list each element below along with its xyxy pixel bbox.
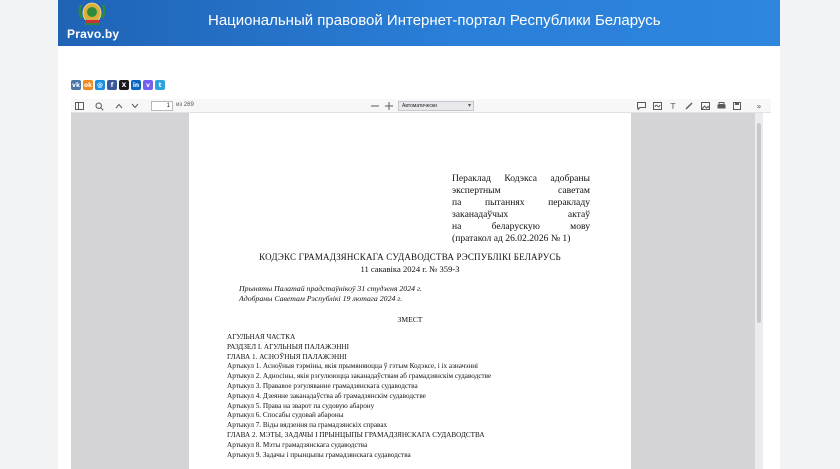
toc-item: Артыкул 1. Асноўныя тэрміны, якія прымяняюцца ў гэтым Кодэксе, і іх азначэнні xyxy=(227,362,479,371)
linkedin-icon[interactable]: in xyxy=(132,81,140,89)
zoom-select[interactable] xyxy=(398,101,474,111)
toc-item: Артыкул 2. Адносіны, якія рэгулююцца заканадаўствам аб грамадзянскім судаводстве xyxy=(227,372,492,381)
tools-menu-icon[interactable]: » xyxy=(756,101,762,111)
adopted-line-2: Адобраны Саветам Рэспублікі 19 лютага 2024 г. xyxy=(239,294,403,303)
note-line: (пратакол ад 26.02.2026 № 1) xyxy=(452,233,571,244)
x-icon[interactable]: X xyxy=(119,80,129,90)
page-number-input[interactable]: 1 xyxy=(151,101,173,111)
previous-page-icon[interactable] xyxy=(113,100,125,112)
code-title: КОДЭКС ГРАМАДЗЯНСКАГА СУДАВОДСТВА РЭСПУБЛІКІ БЕЛАРУСЬ xyxy=(259,252,561,262)
zoom-value: Автоматически xyxy=(402,103,437,109)
share-bar xyxy=(71,80,165,91)
draw-icon[interactable] xyxy=(683,100,695,112)
toc-item: Артыкул 3. Прававое рэгуляванне грамадзянскага судаводства xyxy=(227,381,418,390)
text-tool-icon[interactable]: T xyxy=(670,101,676,111)
toc-item: Артыкул 7. Віды вядзення па грамадзянскіх справах xyxy=(227,421,388,430)
toc-item: Артыкул 4. Дзеянне заканадаўства аб грамадзянскім судаводстве xyxy=(227,391,426,400)
code-date: 11 сакавіка 2024 г. № 359-З xyxy=(360,264,460,274)
translation-note xyxy=(452,173,590,245)
contents-heading: ЗМЕСТ xyxy=(397,315,423,324)
viewer-scrollbar[interactable] xyxy=(755,113,763,469)
page-total: из 269 xyxy=(176,102,194,108)
pdf-viewer[interactable] xyxy=(71,113,755,469)
print-icon[interactable] xyxy=(715,100,727,112)
toc-item: Артыкул 5. Права на зварот па судовую абарону xyxy=(227,401,375,410)
note-line: на беларускую мову xyxy=(452,221,590,232)
note-line: па пытаннях перакладу xyxy=(452,197,590,208)
toc-item: Артыкул 8. Мэты грамадзянскага судаводства xyxy=(227,440,368,449)
vk-icon[interactable]: vk xyxy=(72,81,80,89)
emblem-icon xyxy=(74,2,110,26)
zoom-in-icon[interactable] xyxy=(383,100,395,112)
viber-icon[interactable]: v xyxy=(143,80,153,90)
brand-name: Pravo.by xyxy=(67,27,120,41)
zoom-out-icon[interactable] xyxy=(369,100,381,112)
save-icon[interactable] xyxy=(731,100,743,112)
toc-item: АГУЛЬНАЯ ЧАСТКА xyxy=(227,333,296,341)
scrollbar-thumb[interactable] xyxy=(757,123,761,323)
next-page-icon[interactable] xyxy=(129,100,141,112)
site-header xyxy=(58,0,780,46)
toc-item: РАЗДЗЕЛ I. АГУЛЬНЫЯ ПАЛАЖЭННІ xyxy=(227,342,349,351)
chevron-down-icon: ▾ xyxy=(467,103,471,109)
note-line: экспертным саветам xyxy=(452,185,590,196)
site-title: Национальный правовой Интернет-портал Республики Беларусь xyxy=(208,12,661,29)
image-icon[interactable] xyxy=(699,100,711,112)
toc-item: ГЛАВА 1. АСНОЎНЫЯ ПАЛАЖЭННІ xyxy=(227,352,347,361)
ok-icon[interactable]: ok xyxy=(83,81,93,89)
sidebar-toggle-icon[interactable] xyxy=(73,100,85,112)
toc-item: Артыкул 6. Спосабы судовай абароны xyxy=(227,411,344,420)
note-line: заканадаўчых актаў xyxy=(452,209,590,220)
adopted-line-1: Прыняты Палатай прадстаўнікоў 31 студзеня 2024 г. xyxy=(239,284,422,293)
toc-item: ГЛАВА 2. МЭТЫ, ЗАДАЧЫ І ПРЫНЦЫПЫ ГРАМАДЗЯНСКАГА СУДАВОДСТВА xyxy=(227,430,485,439)
facebook-icon[interactable]: f xyxy=(107,80,117,90)
moimir-icon[interactable]: @ xyxy=(97,81,103,89)
site-logo[interactable] xyxy=(64,2,144,44)
table-of-contents xyxy=(227,333,491,460)
page xyxy=(58,0,780,469)
pdf-toolbar xyxy=(71,99,771,113)
find-icon[interactable] xyxy=(93,100,105,112)
note-line: Пераклад Кодэкса адобраны xyxy=(452,173,590,184)
telegram-icon[interactable]: t xyxy=(155,80,165,90)
comment-icon[interactable] xyxy=(635,100,647,112)
toc-item: Артыкул 9. Задачы і прынцыпы грамадзянскага судаводства xyxy=(227,450,411,459)
signature-icon[interactable] xyxy=(651,100,663,112)
pdf-page xyxy=(189,113,631,469)
